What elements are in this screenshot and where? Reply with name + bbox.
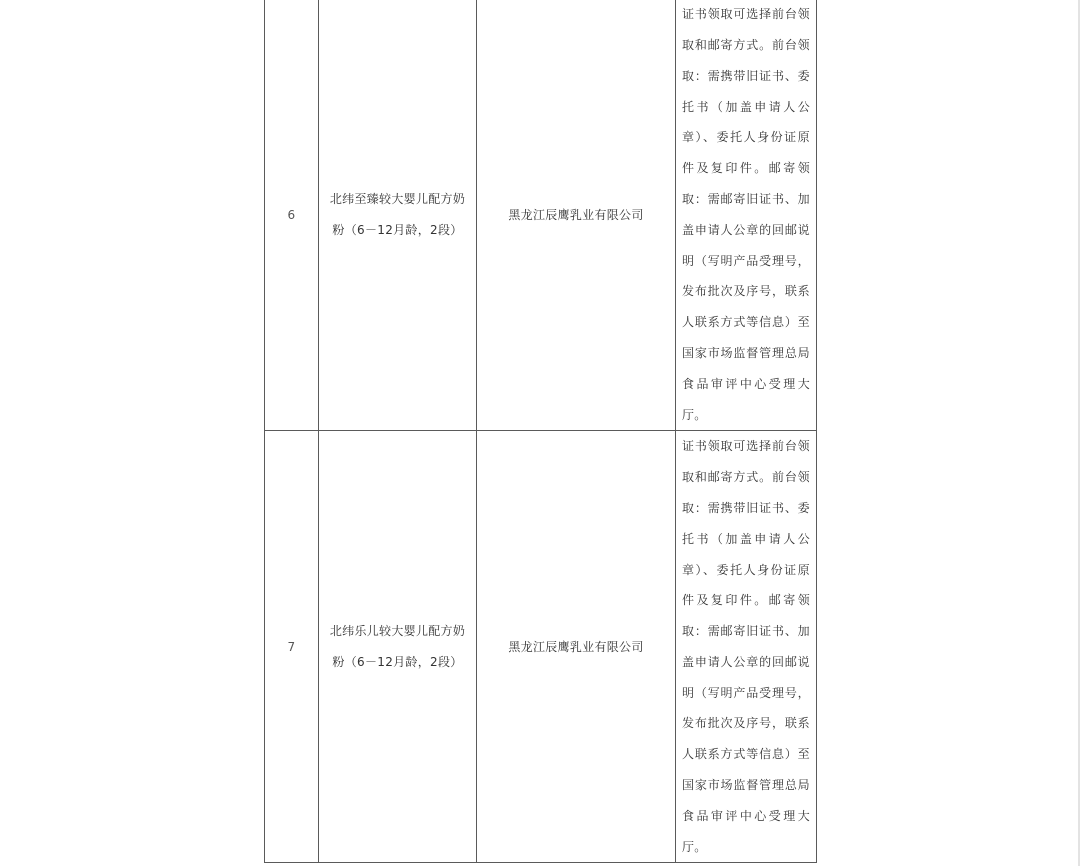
- note-text: 证书领取可选择前台领取和邮寄方式。前台领取：需携带旧证书、委托书（加盖申请人公章）、委托人身份证原件及复印件。邮寄领取：需邮寄旧证书、加盖申请人公章的回邮说明（写明产品受理号，发布批次及序号，联系人联系方式等信息）至国家市场监督管理总局食品审评中心受理大厅。: [682, 439, 810, 854]
- row-number: 6: [265, 0, 319, 431]
- certificate-table: [264, 0, 817, 863]
- table-row: [265, 0, 817, 431]
- row-number: 7: [265, 431, 319, 863]
- table-row: [265, 431, 817, 863]
- note-text: 证书领取可选择前台领取和邮寄方式。前台领取：需携带旧证书、委托书（加盖申请人公章）、委托人身份证原件及复印件。邮寄领取：需邮寄旧证书、加盖申请人公章的回邮说明（写明产品受理号，发布批次及序号，联系人联系方式等信息）至国家市场监督管理总局食品审评中心受理大厅。: [682, 7, 810, 422]
- product-name: 北纬乐儿较大婴儿配方奶粉（6－12月龄，2段）: [319, 431, 477, 863]
- note-cell: [676, 431, 817, 863]
- product-name: 北纬至臻较大婴儿配方奶粉（6－12月龄，2段）: [319, 0, 477, 431]
- company-name: 黑龙江辰鹰乳业有限公司: [477, 0, 676, 431]
- note-cell: [676, 0, 817, 431]
- company-name: 黑龙江辰鹰乳业有限公司: [477, 431, 676, 863]
